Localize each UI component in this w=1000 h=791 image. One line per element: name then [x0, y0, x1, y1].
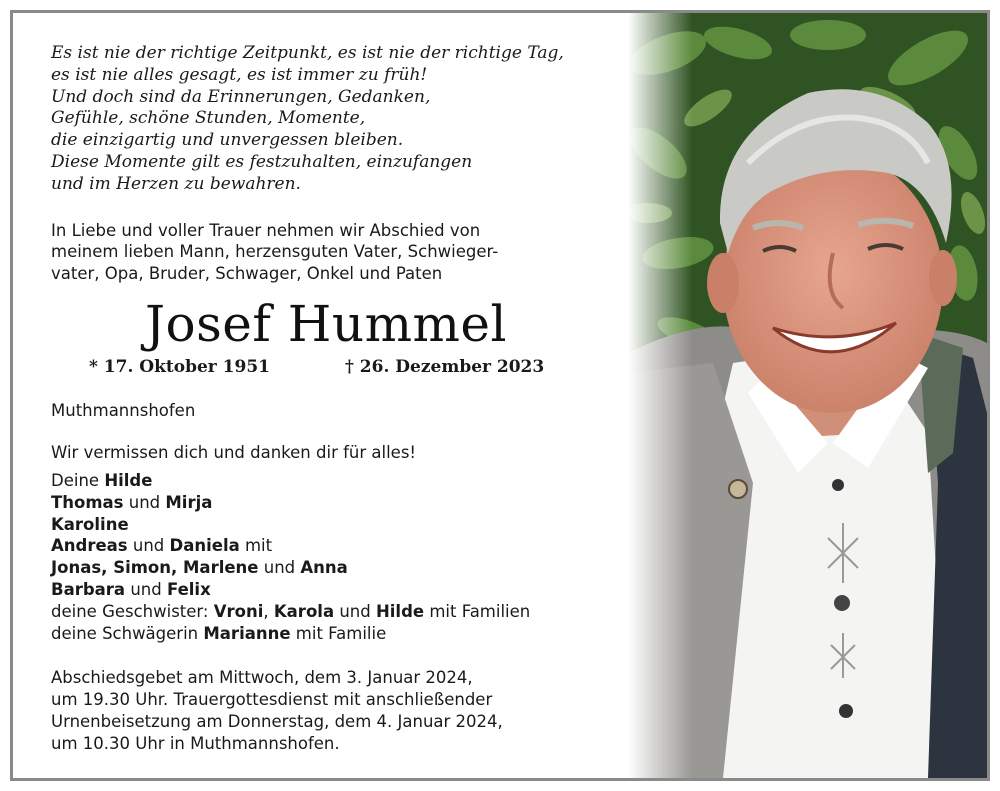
- intro-text: [51, 220, 611, 285]
- poem: [51, 43, 611, 196]
- service-line: um 19.30 Uhr. Trauergottesdienst mit anschließender: [51, 690, 493, 710]
- family-name: Marianne: [203, 623, 291, 643]
- intro-line: In Liebe und voller Trauer nehmen wir Abschied von: [51, 220, 481, 240]
- place: Muthmannshofen: [51, 400, 196, 420]
- family-name: Hilde: [104, 470, 153, 490]
- poem-line: Und doch sind da Erinnerungen, Gedanken,: [51, 86, 431, 107]
- poem-line: Gefühle, schöne Stunden, Momente,: [51, 108, 366, 129]
- family-line: [51, 557, 611, 579]
- service-line: Urnenbeisetzung am Donnerstag, dem 4. Januar 2024,: [51, 711, 503, 731]
- intro-line: vater, Opa, Bruder, Schwager, Onkel und Paten: [51, 264, 443, 284]
- family-text: mit Familien: [429, 601, 531, 621]
- family-line: [51, 601, 611, 623]
- text-column: [51, 43, 611, 755]
- poem-line: Diese Momente gilt es festzuhalten, einzufangen: [51, 151, 473, 172]
- death-date: † 26. Dezember 2023: [345, 356, 545, 377]
- service-line: um 10.30 Uhr in Muthmannshofen.: [51, 733, 340, 753]
- family-name: Daniela: [169, 536, 240, 556]
- intro-line: meinem lieben Mann, herzensguten Vater, Schwieger-: [51, 242, 499, 262]
- family-line: [51, 535, 611, 557]
- poem-line: und im Herzen zu bewahren.: [51, 173, 301, 194]
- family-text: und: [128, 492, 161, 512]
- family-name: Anna: [300, 558, 348, 578]
- family-name: Karoline: [51, 514, 129, 534]
- family-name: Andreas: [51, 536, 128, 556]
- family-text: und: [130, 579, 162, 599]
- family-text: und: [263, 558, 296, 578]
- family-text: mit Familie: [295, 623, 387, 643]
- family-text: und: [132, 536, 165, 556]
- portrait-illustration: [628, 13, 987, 778]
- family-name: Felix: [166, 579, 211, 599]
- deceased-name: Josef Hummel: [144, 294, 507, 353]
- family-name: Barbara: [51, 579, 126, 599]
- family-name: Hilde: [375, 601, 425, 621]
- family-name: Karola: [273, 601, 335, 621]
- family-text: mit: [244, 536, 273, 556]
- family-name: Mirja: [165, 492, 213, 512]
- poem-line: es ist nie alles gesagt, es ist immer zu früh!: [51, 64, 428, 85]
- family-line: [51, 470, 611, 492]
- thanks-line: Wir vermissen dich und danken dir für alles!: [51, 442, 417, 462]
- family-text: Deine: [51, 470, 100, 490]
- family-text: deine Schwägerin: [51, 623, 199, 643]
- obituary-frame: [10, 10, 990, 781]
- family-text: und: [339, 601, 371, 621]
- service-info: [51, 667, 611, 754]
- family-name: Thomas: [51, 492, 124, 512]
- family-line: [51, 623, 611, 645]
- family-text: deine Geschwister:: [51, 601, 209, 621]
- family-line: [51, 579, 611, 601]
- family-line: [51, 492, 611, 514]
- poem-line: die einzigartig und unvergessen bleiben.: [51, 130, 404, 151]
- family-name: Vroni: [213, 601, 264, 621]
- birth-date: * 17. Oktober 1951: [89, 356, 270, 377]
- family-text: ,: [263, 601, 269, 621]
- family-name: Jonas, Simon, Marlene: [51, 558, 259, 578]
- family-list: [51, 470, 611, 644]
- service-line: Abschiedsgebet am Mittwoch, dem 3. Januar 2024,: [51, 668, 473, 688]
- portrait-photo: [628, 13, 987, 778]
- poem-line: Es ist nie der richtige Zeitpunkt, es ist nie der richtige Tag,: [51, 43, 564, 63]
- family-line: [51, 514, 611, 536]
- life-dates: [51, 357, 611, 383]
